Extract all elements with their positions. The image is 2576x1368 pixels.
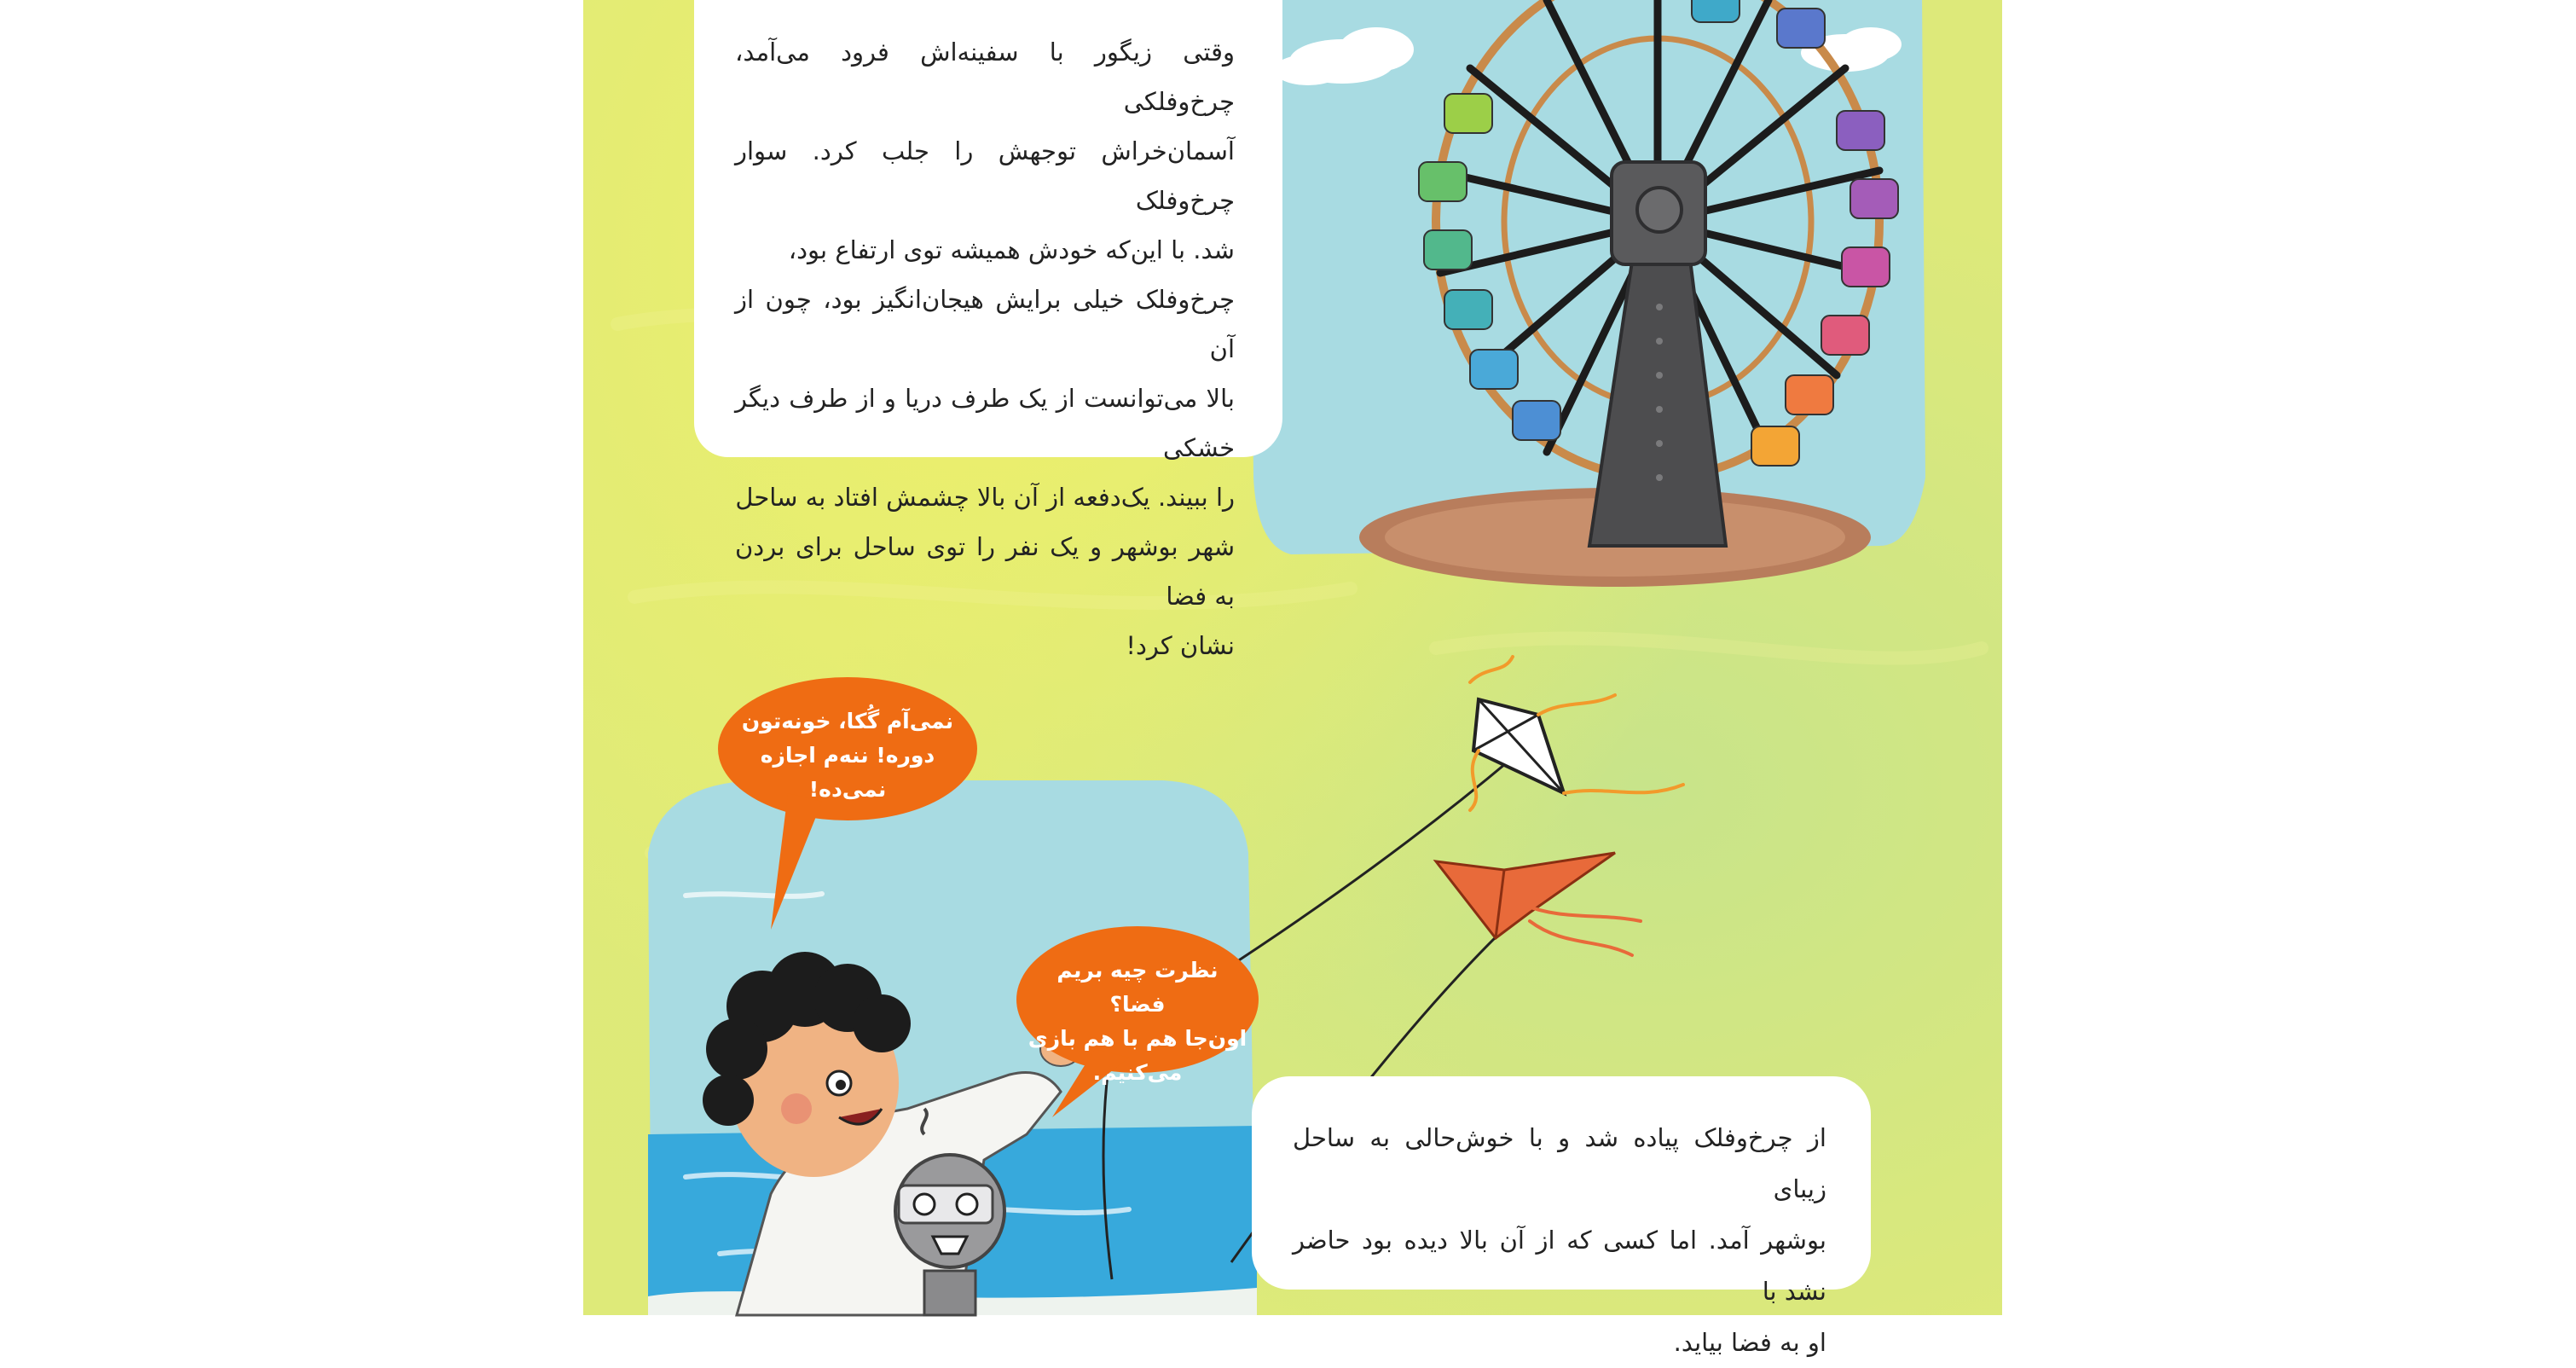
speech-line: نمی‌آم گُکا، خونه‌تون (741, 709, 954, 733)
speech-line: دوره! ننه‌م اجازه (760, 743, 935, 768)
story-text-bottom (1252, 1076, 1871, 1357)
story-line: او به فضا بیاید. (1673, 1328, 1826, 1357)
story-line: وقتی زیگور با سفینه‌اش فرود می‌آمد، چرخ‌وفلکی (735, 38, 1235, 116)
story-line: از چرخ‌وفلک پیاده شد و با خوش‌حالی به ساحل زیبای (1293, 1123, 1826, 1203)
story-line: آسمان‌خراش توجهش را جلب کرد. سوار چرخ‌وفلک (735, 136, 1235, 215)
speech-line: اون‌جا هم با هم بازی (1028, 1026, 1247, 1051)
speech-line: می‌کنیم. (1092, 1060, 1183, 1085)
book-page (583, 0, 2002, 1357)
robot-speech-text (1027, 954, 1248, 1090)
orange-kite-illustration (1436, 853, 1641, 955)
boy-speech-text (737, 704, 958, 807)
story-line: بوشهر آمد. اما کسی که از آن بالا دیده بود حاضر نشد با (1293, 1226, 1826, 1306)
story-line: شهر بوشهر و یک نفر را توی ساحل برای بردن به فضا (735, 532, 1235, 611)
ferris-wheel-scene (1248, 0, 1925, 587)
story-text-top (694, 0, 1282, 660)
speech-line: نظرت چیه بریم فضا؟ (1056, 958, 1219, 1017)
story-line: شد. با این‌که خودش همیشه توی ارتفاع بود، (788, 235, 1235, 264)
story-line: را ببیند. یک‌دفعه از آن بالا چشمش افتاد به ساحل (735, 483, 1235, 512)
speech-line: نمی‌ده! (808, 777, 887, 802)
story-line: نشان کرد! (1126, 631, 1235, 660)
story-line: بالا می‌توانست از یک طرف دریا و از طرف دیگر خشکی (735, 384, 1235, 462)
story-line: چرخ‌وفلک خیلی برایش هیجان‌انگیز بود، چون از آن (735, 285, 1235, 363)
white-kite-illustration (1470, 657, 1683, 810)
